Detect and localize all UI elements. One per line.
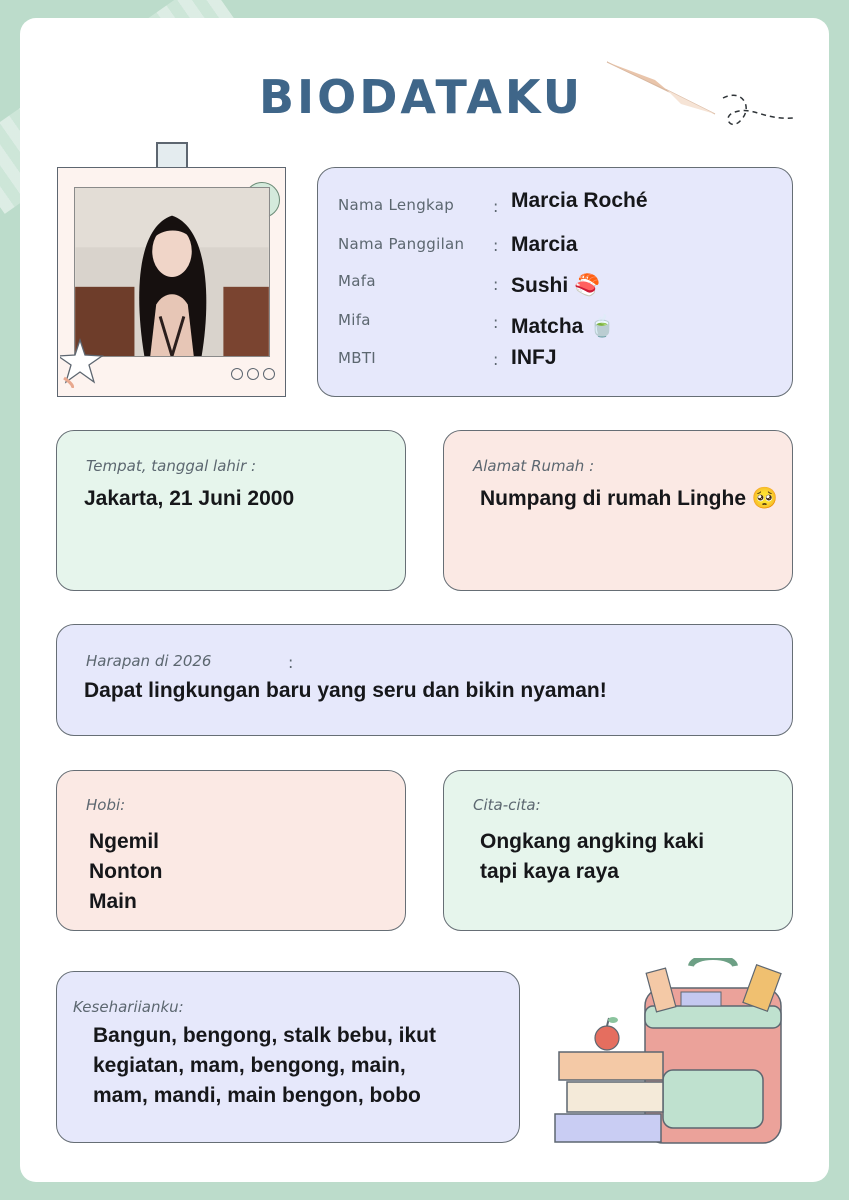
label-hobby: Hobi:: [86, 796, 126, 814]
dot: [231, 368, 243, 380]
daily-line: mam, mandi, main bengon, bobo: [93, 1084, 421, 1107]
label-fav-food: Mafa: [338, 272, 376, 290]
daily-line: Bangun, bengong, stalk bebu, ikut: [93, 1024, 437, 1047]
daily-line: kegiatan, mam, bengong, main,: [93, 1054, 406, 1077]
page-title: BIODATAKU: [258, 70, 584, 124]
hobby-list: [89, 827, 162, 917]
label-birth: Tempat, tanggal lahir :: [86, 457, 257, 475]
paper-plane-icon: [603, 58, 798, 143]
value-mbti: INFJ: [511, 346, 557, 369]
dot: [263, 368, 275, 380]
colon: :: [493, 197, 499, 216]
label-hope: Harapan di 2026: [86, 652, 212, 670]
label-dream: Cita-cita:: [473, 796, 541, 814]
hope-colon: :: [288, 653, 294, 672]
value-hope: Dapat lingkungan baru yang seru dan bikin nyaman!: [84, 679, 607, 702]
value-full-name: Marcia Roché: [511, 189, 648, 212]
value-nickname: Marcia: [511, 233, 578, 256]
polaroid-dots: [231, 368, 275, 380]
profile-photo: [74, 187, 270, 357]
label-mbti: MBTI: [338, 349, 377, 367]
colon: :: [493, 275, 499, 294]
star-icon: [60, 338, 108, 388]
hobby-item: Ngemil: [89, 830, 160, 853]
colon: :: [493, 313, 499, 332]
label-nickname: Nama Panggilan: [338, 235, 465, 253]
daily-text: [93, 1021, 436, 1111]
school-supplies-icon: [553, 958, 793, 1148]
value-birth: Jakarta, 21 Juni 2000: [84, 487, 295, 510]
value-address: Numpang di rumah Linghe 🥺: [480, 487, 778, 510]
label-daily: Kesehariianku:: [73, 998, 184, 1016]
value-fav-food: Sushi 🍣: [511, 274, 601, 297]
dream-text: [480, 827, 704, 887]
dream-line: tapi kaya raya: [480, 860, 619, 883]
colon: :: [493, 350, 499, 369]
label-address: Alamat Rumah :: [473, 457, 595, 475]
label-fav-drink: Mifa: [338, 311, 371, 329]
dream-line: Ongkang angking kaki: [480, 830, 705, 853]
label-full-name: Nama Lengkap: [338, 196, 455, 214]
colon: :: [493, 236, 499, 255]
hobby-item: Nonton: [89, 860, 163, 883]
value-fav-drink: Matcha 🍵: [511, 315, 616, 338]
hobby-item: Main: [89, 890, 137, 913]
dot: [247, 368, 259, 380]
